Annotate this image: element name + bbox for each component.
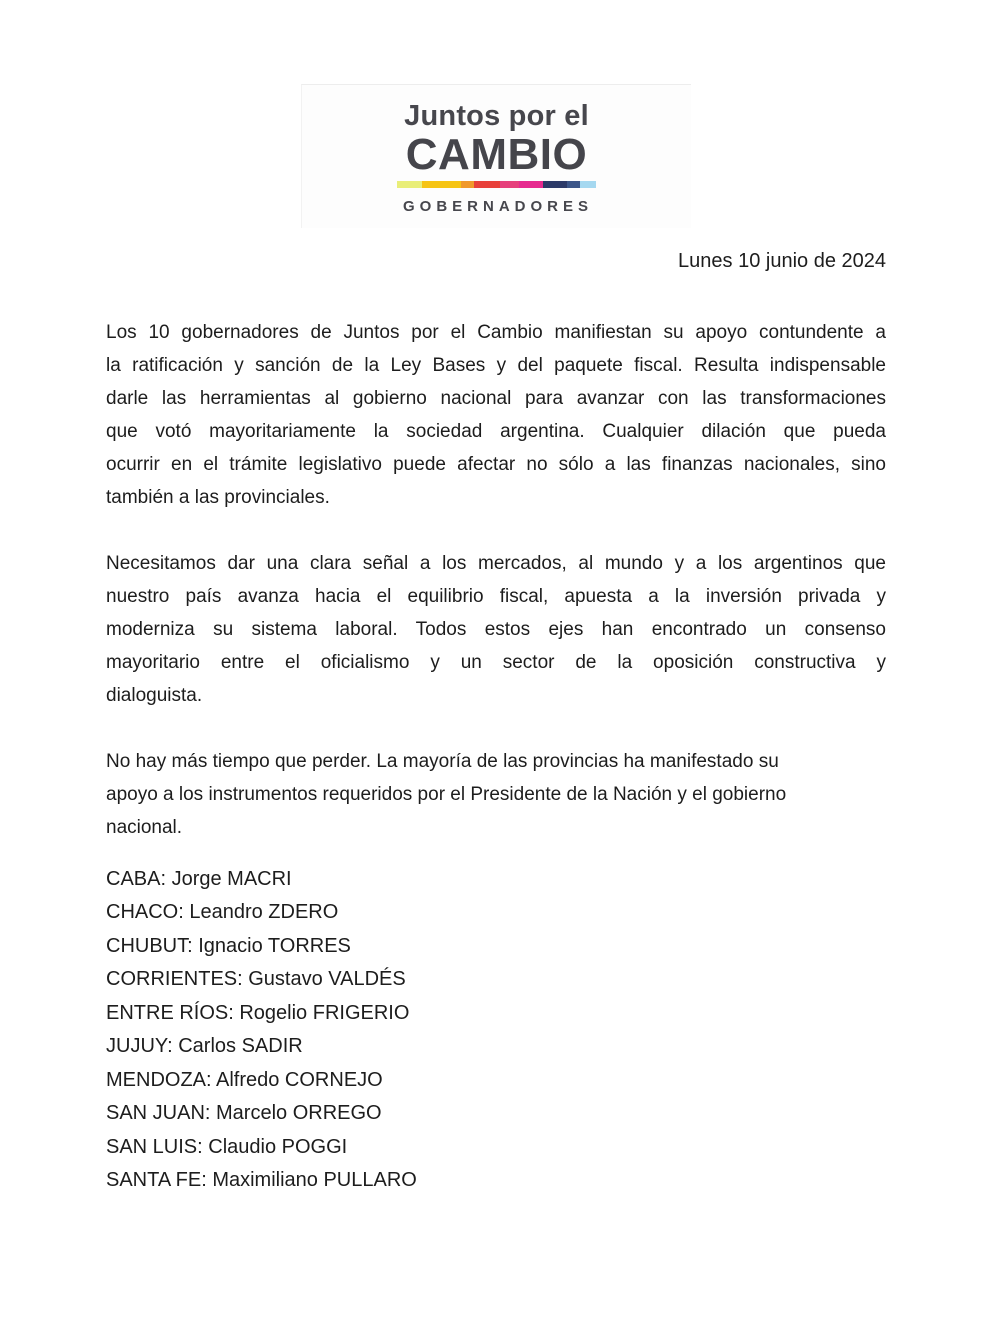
governor-list-item: CORRIENTES: Gustavo VALDÉS bbox=[106, 968, 406, 991]
governor-list-item: SANTA FE: Maximiliano PULLARO bbox=[106, 1169, 417, 1192]
logo-text-juntos-por-el: Juntos por el bbox=[404, 100, 589, 132]
paragraph-line: mayoritario entre el oficialismo y un sector de la oposición constructiva y bbox=[106, 651, 886, 673]
governor-list-item: CABA: Jorge MACRI bbox=[106, 867, 292, 890]
logo-text-cambio: CAMBIO bbox=[405, 129, 588, 179]
paragraph-line: nacional. bbox=[106, 816, 183, 838]
governor-list-item: JUJUY: Carlos SADIR bbox=[106, 1035, 303, 1058]
governor-list-item: SAN LUIS: Claudio POGGI bbox=[106, 1135, 348, 1158]
paragraph-line: que votó mayoritariamente la sociedad argentina. Cualquier dilación que pueda bbox=[106, 420, 886, 442]
logo-bar-segment bbox=[543, 181, 566, 188]
governors-list bbox=[106, 863, 886, 1198]
paragraph-line: Los 10 gobernadores de Juntos por el Cambio manifiestan su apoyo contundente a bbox=[106, 321, 886, 343]
paragraph-line: apoyo a los instrumentos requeridos por el Presidente de la Nación y el gobierno bbox=[106, 783, 787, 805]
logo-bar-segment bbox=[422, 181, 461, 188]
paragraph-line: No hay más tiempo que perder. La mayoría de las provincias ha manifestado su bbox=[106, 750, 779, 772]
paragraph bbox=[106, 745, 886, 844]
logo-bar-segment bbox=[519, 181, 543, 188]
paragraph-line: dialoguista. bbox=[106, 684, 203, 706]
logo-text-gobernadores: GOBERNADORES bbox=[402, 197, 593, 215]
paragraph-line: nuestro país avanza hacia el equilibrio fiscal, apuesta a la inversión privada y bbox=[106, 585, 886, 607]
logo-inner bbox=[392, 101, 602, 216]
governor-list-item: CHACO: Leandro ZDERO bbox=[106, 901, 339, 924]
logo-bar-segment bbox=[474, 181, 500, 188]
paragraph bbox=[106, 316, 886, 514]
logo-bar-segment bbox=[567, 181, 580, 188]
logo-color-bar bbox=[397, 181, 597, 188]
logo-bar-segment bbox=[580, 181, 597, 188]
paragraph bbox=[106, 547, 886, 712]
paragraph-line: ocurrir en el trámite legislativo puede afectar no sólo a las finanzas nacionales, sino bbox=[106, 453, 886, 475]
logo bbox=[301, 84, 691, 228]
logo-bar-segment bbox=[397, 181, 422, 188]
governor-list-item: ENTRE RÍOS: Rogelio FRIGERIO bbox=[106, 1001, 410, 1024]
paragraph-line: Necesitamos dar una clara señal a los mercados, al mundo y a los argentinos que bbox=[106, 552, 886, 574]
letter-body bbox=[106, 316, 886, 1198]
paragraph-line: también a las provinciales. bbox=[106, 486, 330, 508]
governor-list-item: MENDOZA: Alfredo CORNEJO bbox=[106, 1068, 383, 1091]
governor-list-item: CHUBUT: Ignacio TORRES bbox=[106, 934, 351, 957]
paragraph-line: moderniza su sistema laboral. Todos estos ejes han encontrado un consenso bbox=[106, 618, 886, 640]
paragraph-line: la ratificación y sanción de la Ley Bases y del paquete fiscal. Resulta indispensable bbox=[106, 354, 886, 376]
logo-bar-segment bbox=[461, 181, 474, 188]
paragraphs bbox=[106, 316, 886, 844]
logo-bar-segment bbox=[500, 181, 519, 188]
governor-list-item: SAN JUAN: Marcelo ORREGO bbox=[106, 1102, 382, 1125]
date-line: Lunes 10 junio de 2024 bbox=[678, 249, 886, 272]
paragraph-line: darle las herramientas al gobierno nacional para avanzar con las transformaciones bbox=[106, 387, 886, 409]
